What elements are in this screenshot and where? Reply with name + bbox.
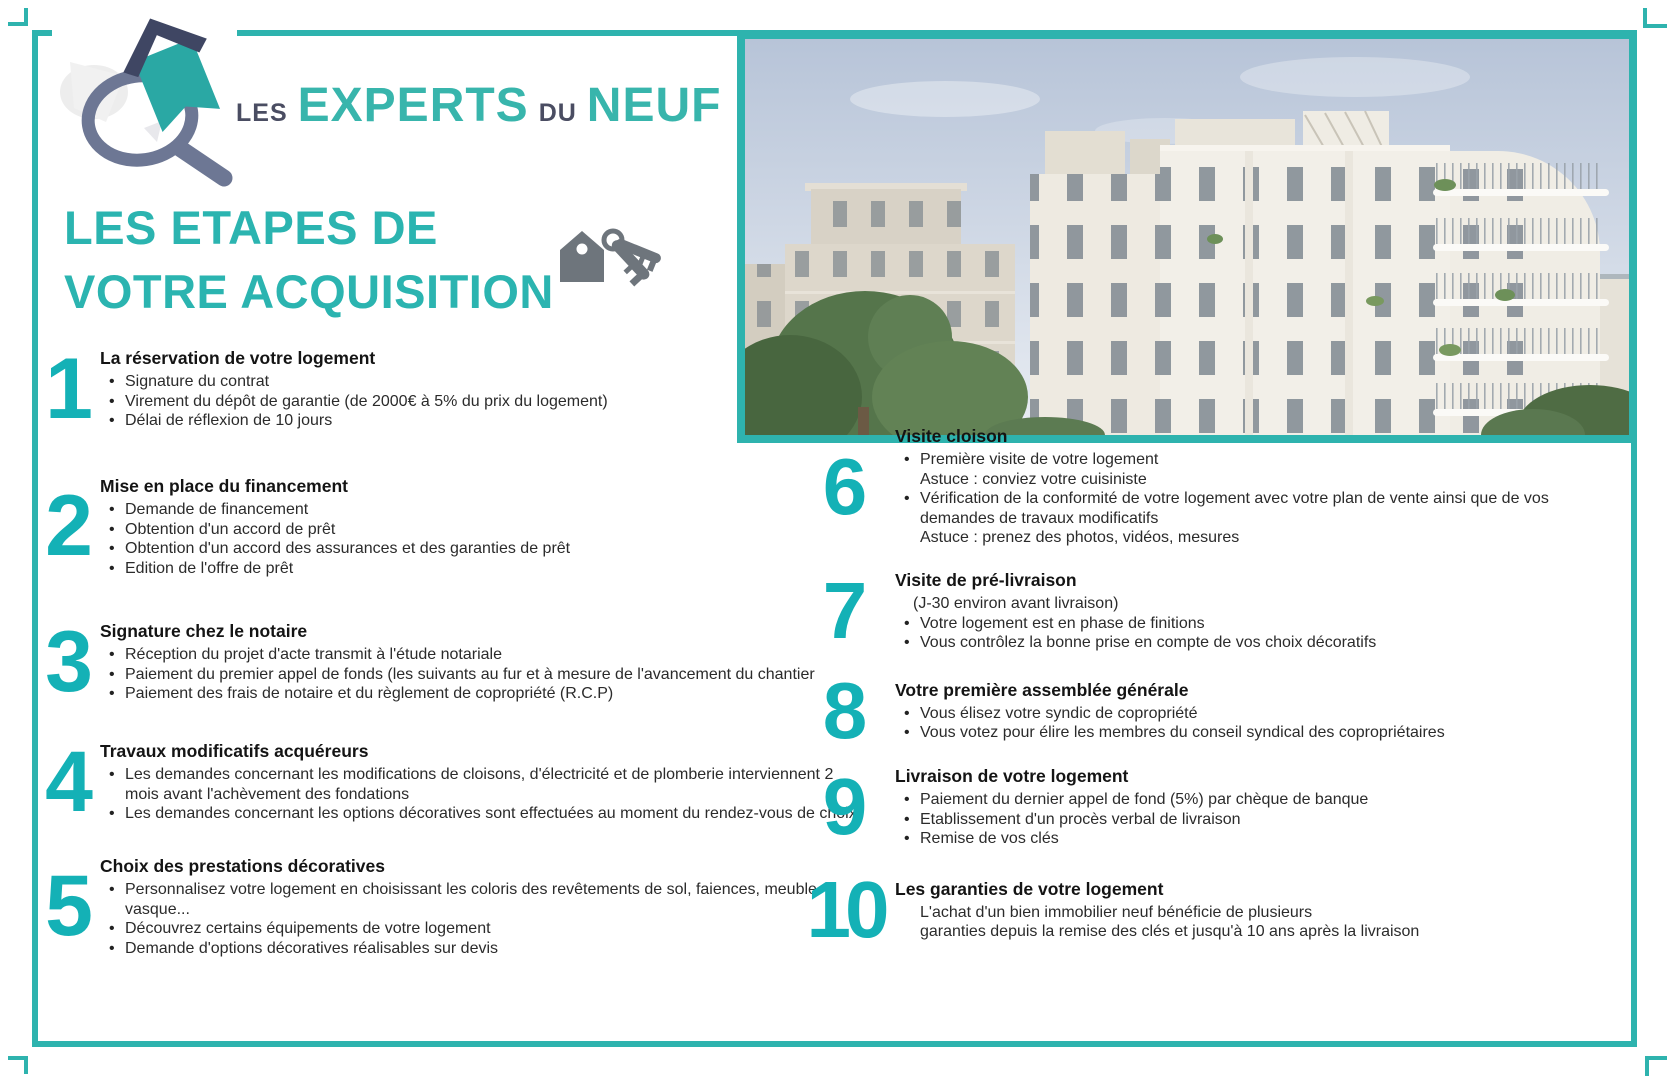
step-2-item: • Demande de financement (100, 500, 930, 520)
step-1-number: 1 (45, 340, 93, 437)
step-6-tip: Astuce : conviez votre cuisiniste (920, 470, 1147, 488)
corner-mark-bottom-right (1645, 1056, 1667, 1076)
step-5-item: • Demande d'options décoratives réalisables sur devis (100, 939, 930, 959)
step-8-item: • Vous élisez votre syndic de copropriété (895, 704, 1555, 724)
step-2-item: • Obtention d'un accord des assurances et des garanties de prêt (100, 539, 930, 559)
step-3-title: Signature chez le notaire (100, 621, 308, 641)
step-5-item: • Personnalisez votre logement en choisissant les coloris des revêtements de sol, faiences, meuble (100, 880, 930, 900)
step-6-item-continued: demandes de travaux modificatifs (920, 509, 1159, 527)
step-8-item: • Vous votez pour élire les membres du conseil syndical des copropriétaires (895, 723, 1555, 743)
page-title-line2: VOTRE ACQUISITION (64, 265, 554, 318)
step-8 (805, 666, 1555, 755)
step-7-subtitle: (J-30 environ avant livraison) (913, 595, 1119, 612)
step-5-number: 5 (45, 858, 93, 955)
step-4-item: • Les demandes concernant les options décoratives sont effectuées au moment du rendez-vous de choix (100, 804, 930, 824)
step-9 (805, 762, 1555, 852)
corner-mark-top-left (8, 8, 28, 26)
step-9-item: • Paiement du dernier appel de fond (5%) par chèque de banque (895, 790, 1555, 810)
step-10-title: Les garanties de votre logement (895, 878, 1164, 899)
step-2-item: • Edition de l'offre de prêt (100, 559, 930, 579)
step-6 (805, 426, 1555, 548)
step-5-title: Choix des prestations décoratives (100, 856, 385, 876)
step-5-item-continued: vasque... (125, 900, 190, 918)
step-7-number: 7 (822, 566, 868, 656)
step-10-text: garanties depuis la remise des clés et jusqu'à 10 ans après la livraison (920, 923, 1420, 940)
step-6-item: • Vérification de la conformité de votre logement avec votre plan de vente ainsi que de vos (895, 489, 1555, 509)
step-6-item: • Première visite de votre logement (895, 450, 1555, 470)
step-9-item: • Etablissement d'un procès verbal de livraison (895, 810, 1555, 830)
step-4-item-continued: mois avant l'achèvement des fondations (125, 785, 410, 803)
house-magnifying-glass-logo-icon (52, 0, 237, 192)
step-4 (40, 733, 930, 830)
step-2-item: • Obtention d'un accord de prêt (100, 520, 930, 540)
step-7 (805, 566, 1555, 656)
step-9-title: Livraison de votre logement (895, 766, 1129, 786)
brand-du: DU (538, 99, 577, 127)
step-9-item: • Remise de vos clés (895, 829, 1555, 849)
step-3 (40, 613, 930, 710)
step-10 (805, 865, 1555, 954)
step-4-item: • Les demandes concernant les modifications de cloisons, d'électricité et de plomberie interviennent 2 (100, 765, 930, 785)
step-3-item: • Réception du projet d'acte transmit à l'étude notariale (100, 645, 930, 665)
step-2 (40, 476, 930, 578)
corner-mark-bottom-left (8, 1056, 28, 1074)
step-4-title: Travaux modificatifs acquéreurs (100, 741, 369, 761)
step-3-item: • Paiement du premier appel de fonds (les suivants au fur et à mesure de l'avancement du chantier (100, 665, 930, 685)
step-1-item: • Signature du contrat (100, 372, 930, 392)
step-3-item: • Paiement des frais de notaire et du règlement de copropriété (R.C.P) (100, 684, 930, 704)
step-1 (40, 340, 930, 437)
step-7-item: • Vous contrôlez la bonne prise en compte de vos choix décoratifs (895, 633, 1555, 653)
step-4-number: 4 (45, 733, 93, 830)
page-title-line1: LES ETAPES DE (64, 201, 438, 254)
house-keys-icon (556, 218, 674, 306)
step-6-tip: Astuce : prenez des photos, vidéos, mesures (920, 529, 1240, 546)
page-title (64, 196, 554, 324)
step-8-number: 8 (822, 666, 868, 755)
brand-neuf: NEUF (586, 79, 722, 132)
step-6-title: Visite cloison (895, 426, 1008, 446)
brand-wordmark (236, 78, 721, 133)
step-5 (40, 856, 930, 958)
step-9-number: 9 (822, 762, 868, 852)
step-5-item: • Découvrez certains équipements de votre logement (100, 919, 930, 939)
step-10-number: 10 (806, 865, 884, 954)
step-8-title: Votre première assemblée générale (895, 679, 1189, 700)
step-1-item: • Délai de réflexion de 10 jours (100, 411, 930, 431)
step-2-title: Mise en place du financement (100, 476, 348, 496)
step-2-number: 2 (45, 478, 93, 575)
step-3-number: 3 (45, 613, 93, 710)
brand-les: LES (236, 99, 288, 127)
step-10-text: L'achat d'un bien immobilier neuf bénéficie de plusieurs (920, 903, 1313, 921)
step-1-item: • Virement du dépôt de garantie (de 2000€ à 5% du prix du logement) (100, 392, 930, 412)
step-1-title: La réservation de votre logement (100, 348, 376, 368)
brand-experts: EXPERTS (297, 79, 529, 132)
corner-mark-top-right (1643, 8, 1667, 28)
step-7-title: Visite de pré-livraison (895, 570, 1077, 590)
step-7-item: • Votre logement est en phase de finitions (895, 614, 1555, 634)
step-6-number: 6 (822, 441, 868, 531)
